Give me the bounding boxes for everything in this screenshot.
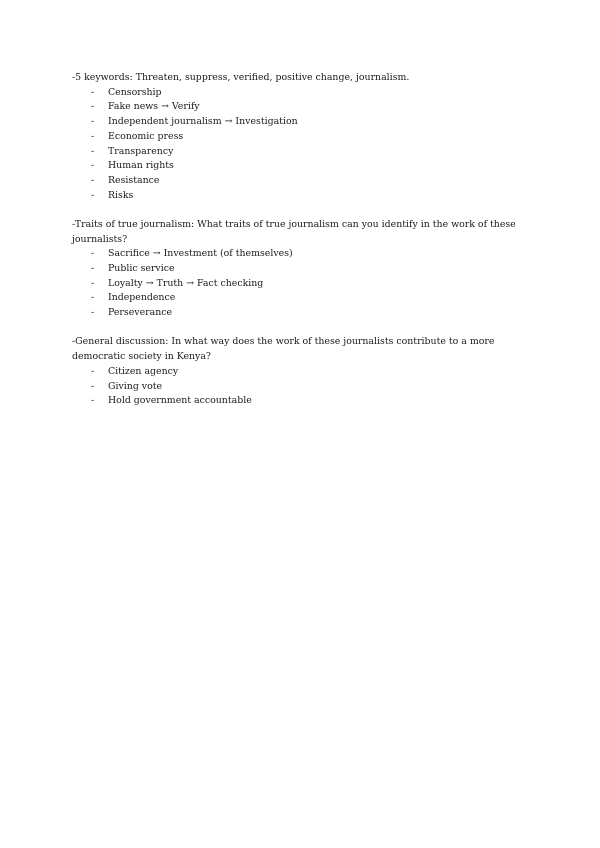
document-body bbox=[72, 71, 532, 424]
list-item-text: Giving vote bbox=[108, 380, 163, 392]
list-item bbox=[72, 100, 532, 115]
dash-bullet: - bbox=[91, 130, 95, 142]
list-item-text: Risks bbox=[108, 189, 134, 201]
list-item-text: Human rights bbox=[108, 160, 174, 172]
dash-bullet: - bbox=[91, 174, 95, 186]
list-item bbox=[72, 130, 532, 145]
list-item bbox=[72, 189, 532, 204]
dash-bullet: - bbox=[91, 189, 95, 201]
list-item bbox=[72, 380, 532, 395]
list-item bbox=[72, 394, 532, 409]
list-item bbox=[72, 277, 532, 292]
dash-bullet: - bbox=[91, 101, 95, 113]
list-item-text: Citizen agency bbox=[108, 365, 179, 377]
bullet-list bbox=[72, 247, 532, 321]
dash-bullet: - bbox=[91, 395, 95, 407]
list-item bbox=[72, 115, 532, 130]
dash-bullet: - bbox=[91, 160, 95, 172]
list-item bbox=[72, 145, 532, 160]
section-prompt: -Traits of true journalism: What traits of true journalism can you identify in the work of these journalists? bbox=[72, 218, 516, 245]
list-item bbox=[72, 247, 532, 262]
list-item-text: Censorship bbox=[108, 86, 162, 98]
section-prompt: -5 keywords: Threaten, suppress, verified, positive change, journalism. bbox=[72, 72, 410, 83]
section-prompt: -General discussion: In what way does the work of these journalists contribute to a more democratic society in Kenya? bbox=[72, 336, 495, 363]
bullet-list bbox=[72, 365, 532, 409]
list-item-text: Economic press bbox=[108, 130, 184, 142]
list-item bbox=[72, 86, 532, 101]
dash-bullet: - bbox=[91, 365, 95, 377]
dash-bullet: - bbox=[91, 263, 95, 275]
section-keywords bbox=[72, 71, 532, 203]
dash-bullet: - bbox=[91, 145, 95, 157]
list-item-text: Public service bbox=[108, 263, 175, 275]
dash-bullet: - bbox=[91, 307, 95, 319]
dash-bullet: - bbox=[91, 292, 95, 304]
list-item-text: Independence bbox=[108, 292, 176, 304]
dash-bullet: - bbox=[91, 116, 95, 128]
list-item bbox=[72, 291, 532, 306]
list-item-text: Perseverance bbox=[108, 307, 173, 319]
list-item-text: Resistance bbox=[108, 174, 160, 186]
list-item-text: Independent journalism → Investigation bbox=[108, 116, 298, 128]
section-general-discussion bbox=[72, 335, 532, 409]
list-item-text: Fake news → Verify bbox=[108, 101, 200, 113]
list-item bbox=[72, 159, 532, 174]
dash-bullet: - bbox=[91, 380, 95, 392]
list-item bbox=[72, 174, 532, 189]
dash-bullet: - bbox=[91, 277, 95, 289]
bullet-list bbox=[72, 86, 532, 204]
list-item bbox=[72, 306, 532, 321]
list-item-text: Transparency bbox=[108, 145, 174, 157]
dash-bullet: - bbox=[91, 86, 95, 98]
list-item-text: Sacrifice → Investment (of themselves) bbox=[108, 248, 293, 260]
list-item-text: Hold government accountable bbox=[108, 395, 252, 407]
dash-bullet: - bbox=[91, 248, 95, 260]
section-traits bbox=[72, 218, 532, 321]
list-item bbox=[72, 262, 532, 277]
list-item bbox=[72, 365, 532, 380]
list-item-text: Loyalty → Truth → Fact checking bbox=[108, 277, 264, 289]
